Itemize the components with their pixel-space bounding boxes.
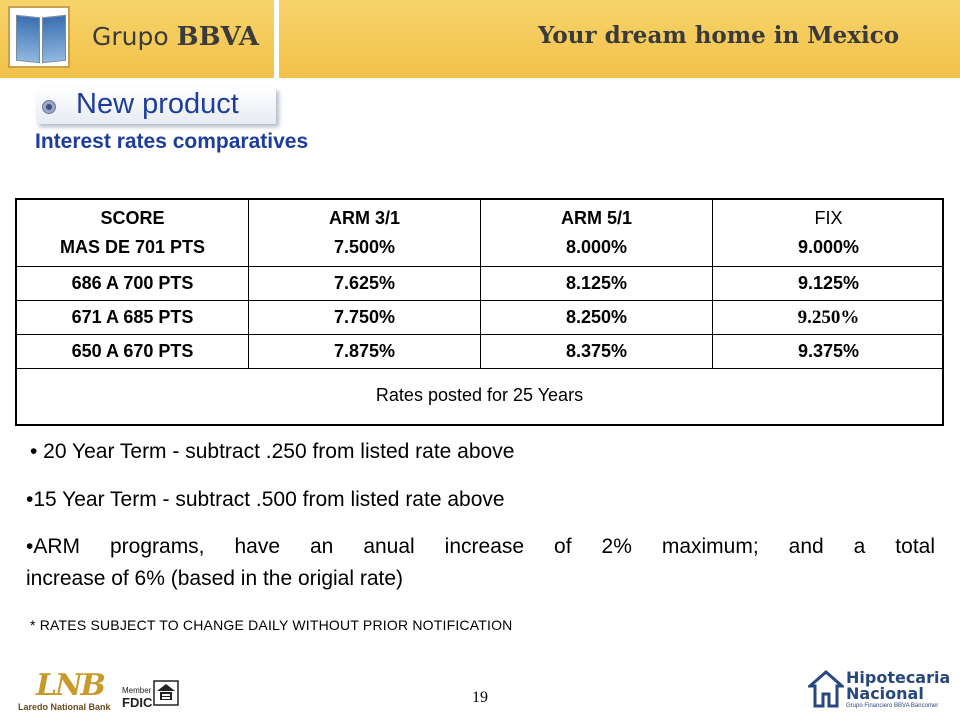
header-right-panel <box>279 0 960 78</box>
table-header-row <box>17 200 942 267</box>
table-footer-note: Rates posted for 25 Years <box>375 385 584 405</box>
hn-line2: Nacional <box>846 684 924 703</box>
rates-disclaimer: * RATES SUBJECT TO CHANGE DAILY WITHOUT PRIOR NOTIFICATION <box>30 617 513 633</box>
member-label: Member <box>122 686 152 695</box>
note-arm-line2: increase of 6% (based in the origial rate) <box>26 567 404 590</box>
table-cell: 671 A 685 PTS <box>71 307 194 327</box>
house-logo-icon <box>808 670 844 710</box>
table-cell: 7.625% <box>333 273 396 293</box>
table-cell: 9.250% <box>797 307 860 328</box>
table-header-cell: FIX <box>814 208 843 228</box>
section-title: New product <box>76 88 239 120</box>
table-cell: 9.375% <box>797 341 860 361</box>
table-cell: 9.000% <box>797 237 860 257</box>
table-cell: 9.125% <box>797 273 860 293</box>
table-cell: MAS DE 701 PTS <box>59 237 206 257</box>
table-cell: 7.875% <box>333 341 396 361</box>
page-number: 19 <box>472 689 488 706</box>
table-cell: 7.500% <box>333 237 396 257</box>
lnb-mark: LNB <box>36 668 104 703</box>
table-cell: 8.000% <box>565 237 628 257</box>
table-row <box>17 266 942 301</box>
note-20-year: • 20 Year Term - subtract .250 from listed rate above <box>30 440 515 463</box>
section-subtitle: Interest rates comparatives <box>35 130 309 153</box>
radio-bullet-icon <box>42 100 56 114</box>
table-header-cell: ARM 5/1 <box>560 208 632 228</box>
fdic-label: FDIC <box>122 695 153 710</box>
rates-table <box>15 198 944 426</box>
table-row <box>17 300 942 335</box>
table-header-cell: SCORE <box>100 208 165 228</box>
table-cell: 7.750% <box>333 307 396 327</box>
brand-name: BBVA <box>176 22 259 52</box>
note-arm-line1: •ARM programs, have an anual increase of 2% maximum; and a total <box>26 535 935 558</box>
table-cell: 650 A 670 PTS <box>71 341 194 361</box>
window-logo-icon <box>8 6 70 68</box>
hn-line1: Hipotecaria <box>846 668 951 687</box>
table-header-cell: ARM 3/1 <box>328 208 400 228</box>
table-cell: 8.125% <box>565 273 628 293</box>
table-row <box>17 334 942 369</box>
hipotecaria-logo <box>846 670 950 702</box>
table-footer-row <box>17 368 942 424</box>
table-cell: 8.375% <box>565 341 628 361</box>
header-left-panel <box>0 0 274 78</box>
table-cell: 8.250% <box>565 307 628 327</box>
lnb-name: Laredo National Bank <box>18 702 111 712</box>
header-tagline: Your dream home in Mexico <box>538 22 900 49</box>
note-15-year: •15 Year Term - subtract .500 from listed rate above <box>26 488 505 511</box>
brand-logo <box>92 22 259 52</box>
table-cell: 686 A 700 PTS <box>71 273 194 293</box>
brand-prefix: Grupo <box>92 22 169 51</box>
hn-subtitle: Grupo Financiero BBVA Bancomer <box>846 703 939 709</box>
